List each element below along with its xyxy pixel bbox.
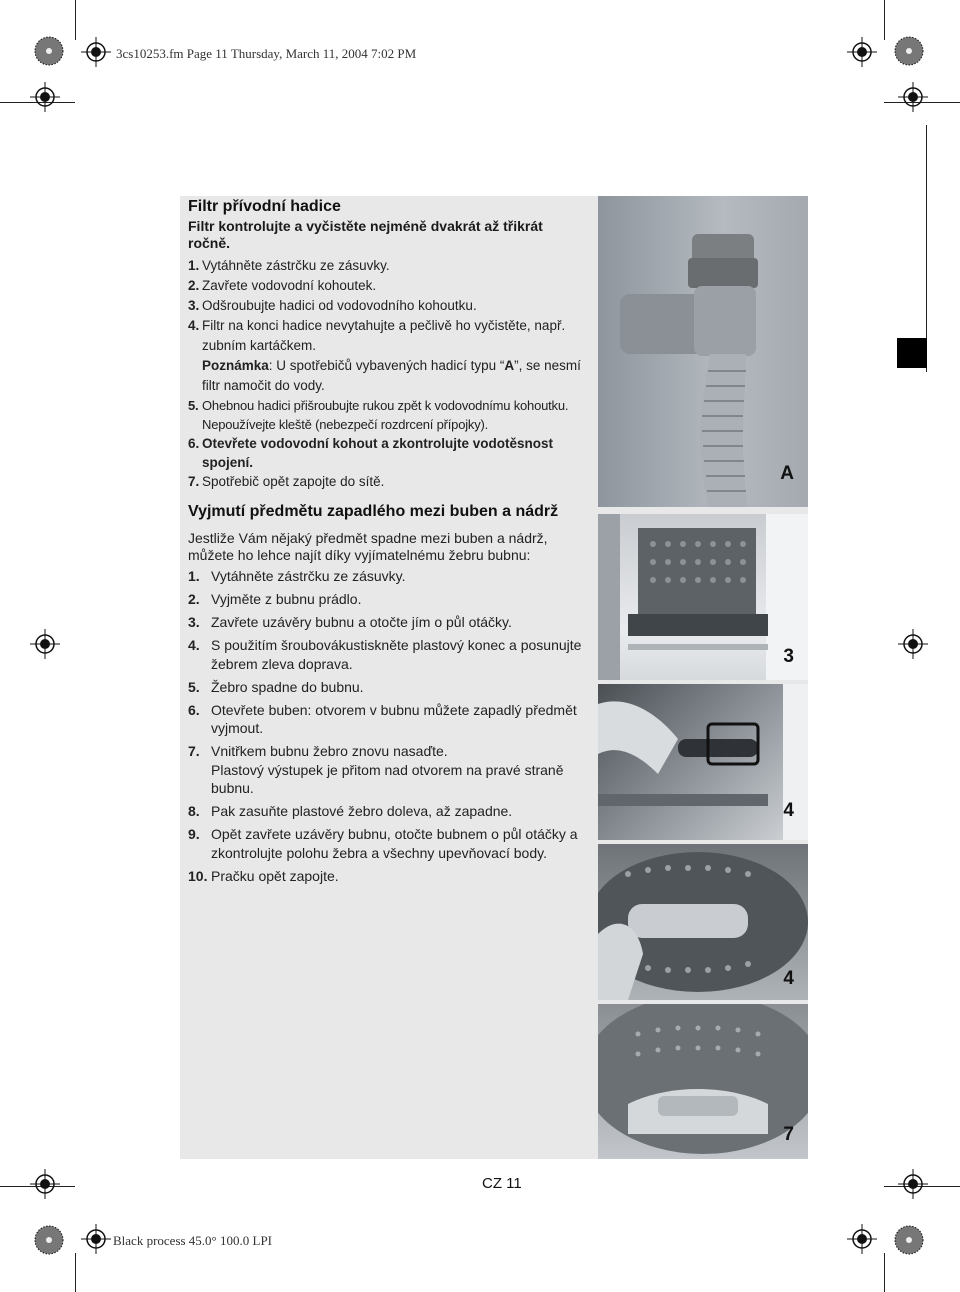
photo-drum-closed (598, 514, 808, 680)
step-text: Filtr na konci hadice nevytahujte a pečlivě ho vyčistěte, např. zubním kartáčkem. (202, 318, 566, 353)
photo-screwdriver (598, 684, 808, 840)
step-text: Ohebnou hadici přišroubujte rukou zpět k vodovodnímu kohoutku. Nepoužívejte kleště (nebezpečí rozdrcení přípojky). (202, 398, 569, 432)
reinsert-illustration (598, 1004, 808, 1159)
registration-mark-icon (30, 1169, 60, 1199)
step-text: Otevřete buben: otvorem v bubnu můžete zapadlý předmět vyjmout. (211, 701, 577, 736)
list-item (188, 613, 588, 632)
list-item (188, 316, 588, 396)
thumb-tab (897, 338, 927, 368)
step-number: 6. (188, 436, 200, 451)
drum-steps (188, 567, 588, 885)
list-item (188, 472, 588, 492)
step-number: 1. (188, 568, 200, 584)
step-number: 4. (188, 318, 200, 333)
registration-mark-icon (898, 1169, 928, 1199)
registration-mark-icon (30, 82, 60, 112)
rosette-mark-icon (894, 36, 924, 66)
crop-mark (884, 0, 885, 40)
registration-mark-icon (81, 1224, 111, 1254)
step-number: 5. (188, 398, 199, 413)
step-text: Vytáhněte zástrčku ze zásuvky. (211, 568, 406, 584)
list-item (188, 825, 588, 862)
section-intro-drum: Jestliže Vám nějaký předmět spadne mezi buben a nádrž, můžete ho lehce najít díky vyjímatelnému žebru bubnu: (188, 530, 548, 563)
photo-label: 4 (783, 800, 794, 821)
step-number: 8. (188, 803, 200, 819)
list-item (188, 276, 588, 296)
step-number: 3. (188, 614, 200, 630)
note-text-2: ”, se nesmí filtr namočit do vody. (202, 358, 581, 393)
list-item (188, 567, 588, 586)
photo-label: 3 (783, 646, 794, 667)
step-text: S použitím šroubovákustiskněte plastový konec a posunujte žebrem zleva doprava. (211, 637, 582, 672)
screwdriver-illustration (598, 684, 808, 840)
filter-steps (188, 256, 588, 492)
step-number: 7. (188, 474, 200, 489)
text-column (188, 197, 588, 890)
step-text: Vnitřkem bubnu žebro znovu nasaďte. (211, 743, 448, 759)
list-item (188, 636, 588, 673)
step-number: 6. (188, 701, 200, 718)
print-header: 3cs10253.fm Page 11 Thursday, March 11, 2004 7:02 PM (116, 46, 417, 61)
registration-mark-icon (30, 629, 60, 659)
step-number: 2. (188, 278, 200, 293)
step-extra: Plastový výstupek je přitom nad otvorem na pravé straně bubnu. (211, 761, 564, 796)
photo-label: A (780, 463, 794, 484)
photo-label: 4 (783, 968, 794, 989)
step-number: 4. (188, 637, 200, 653)
step-text: Pračku opět zapojte. (211, 867, 339, 884)
registration-mark-icon (898, 82, 928, 112)
list-item (188, 256, 588, 276)
step-text: Vyjměte z bubnu prádlo. (211, 591, 362, 607)
step-number: 1. (188, 258, 200, 273)
list-item (188, 434, 588, 472)
step-number: 5. (188, 678, 200, 695)
step-text: Odšroubujte hadici od vodovodního kohoutku. (202, 298, 477, 313)
list-item (188, 867, 588, 886)
step-number: 9. (188, 826, 200, 842)
step-text: Otevřete vodovodní kohout a zkontrolujte vodotěsnost spojení. (202, 436, 554, 470)
step-text: Opět zavřete uzávěry bubnu, otočte bubnem o půl otáčky a zkontrolujte polohu žebra a všechny upevňovací body. (211, 826, 578, 861)
step-text: Spotřebič opět zapojte do sítě. (202, 474, 385, 489)
crop-mark (75, 0, 76, 40)
note-letter: A (504, 358, 515, 373)
step-number: 10. (188, 867, 208, 884)
list-item (188, 701, 588, 738)
drum-illustration (598, 514, 808, 680)
crop-mark (75, 1253, 76, 1292)
photo-label: 7 (783, 1124, 794, 1145)
list-item (188, 590, 588, 609)
rosette-mark-icon (34, 1225, 64, 1255)
step-text: Pak zasuňte plastové žebro doleva, až zapadne. (211, 803, 513, 819)
rosette-mark-icon (894, 1225, 924, 1255)
note-label: Poznámka (202, 358, 269, 373)
registration-mark-icon (81, 37, 111, 67)
page-number: CZ 11 (482, 1175, 522, 1192)
rib-illustration (598, 844, 808, 1000)
list-item (188, 296, 588, 316)
side-rule (926, 125, 927, 372)
step-number: 2. (188, 591, 200, 607)
step-number: 7. (188, 743, 200, 759)
photo-rib-reinsert (598, 1004, 808, 1159)
registration-mark-icon (898, 629, 928, 659)
list-item (188, 802, 588, 821)
crop-mark (884, 1253, 885, 1292)
step-text: Vytáhněte zástrčku ze zásuvky. (202, 258, 390, 273)
photo-rib-slide (598, 844, 808, 1000)
photo-hose (598, 196, 808, 507)
section-intro-filter: Filtr kontrolujte a vyčistěte nejméně dvakrát až třikrát ročně. (188, 218, 543, 251)
step-text: Zavřete uzávěry bubnu a otočte jím o půl otáčky. (211, 614, 512, 630)
list-item (188, 678, 588, 697)
list-item (188, 742, 588, 798)
rosette-mark-icon (34, 36, 64, 66)
step-number: 3. (188, 298, 200, 313)
hose-illustration (598, 196, 808, 507)
list-item (188, 396, 588, 434)
registration-mark-icon (847, 37, 877, 67)
registration-mark-icon (847, 1224, 877, 1254)
section-title-drum: Vyjmutí předmětu zapadlého mezi buben a nádrž (188, 503, 559, 520)
step-text: Žebro spadne do bubnu. (211, 678, 364, 695)
section-title-filter: Filtr přívodní hadice (188, 198, 341, 215)
step-text: Zavřete vodovodní kohoutek. (202, 278, 377, 293)
note-text-1: : U spotřebičů vybavených hadicí typu “ (268, 358, 505, 373)
print-footer: Black process 45.0° 100.0 LPI (113, 1233, 273, 1248)
